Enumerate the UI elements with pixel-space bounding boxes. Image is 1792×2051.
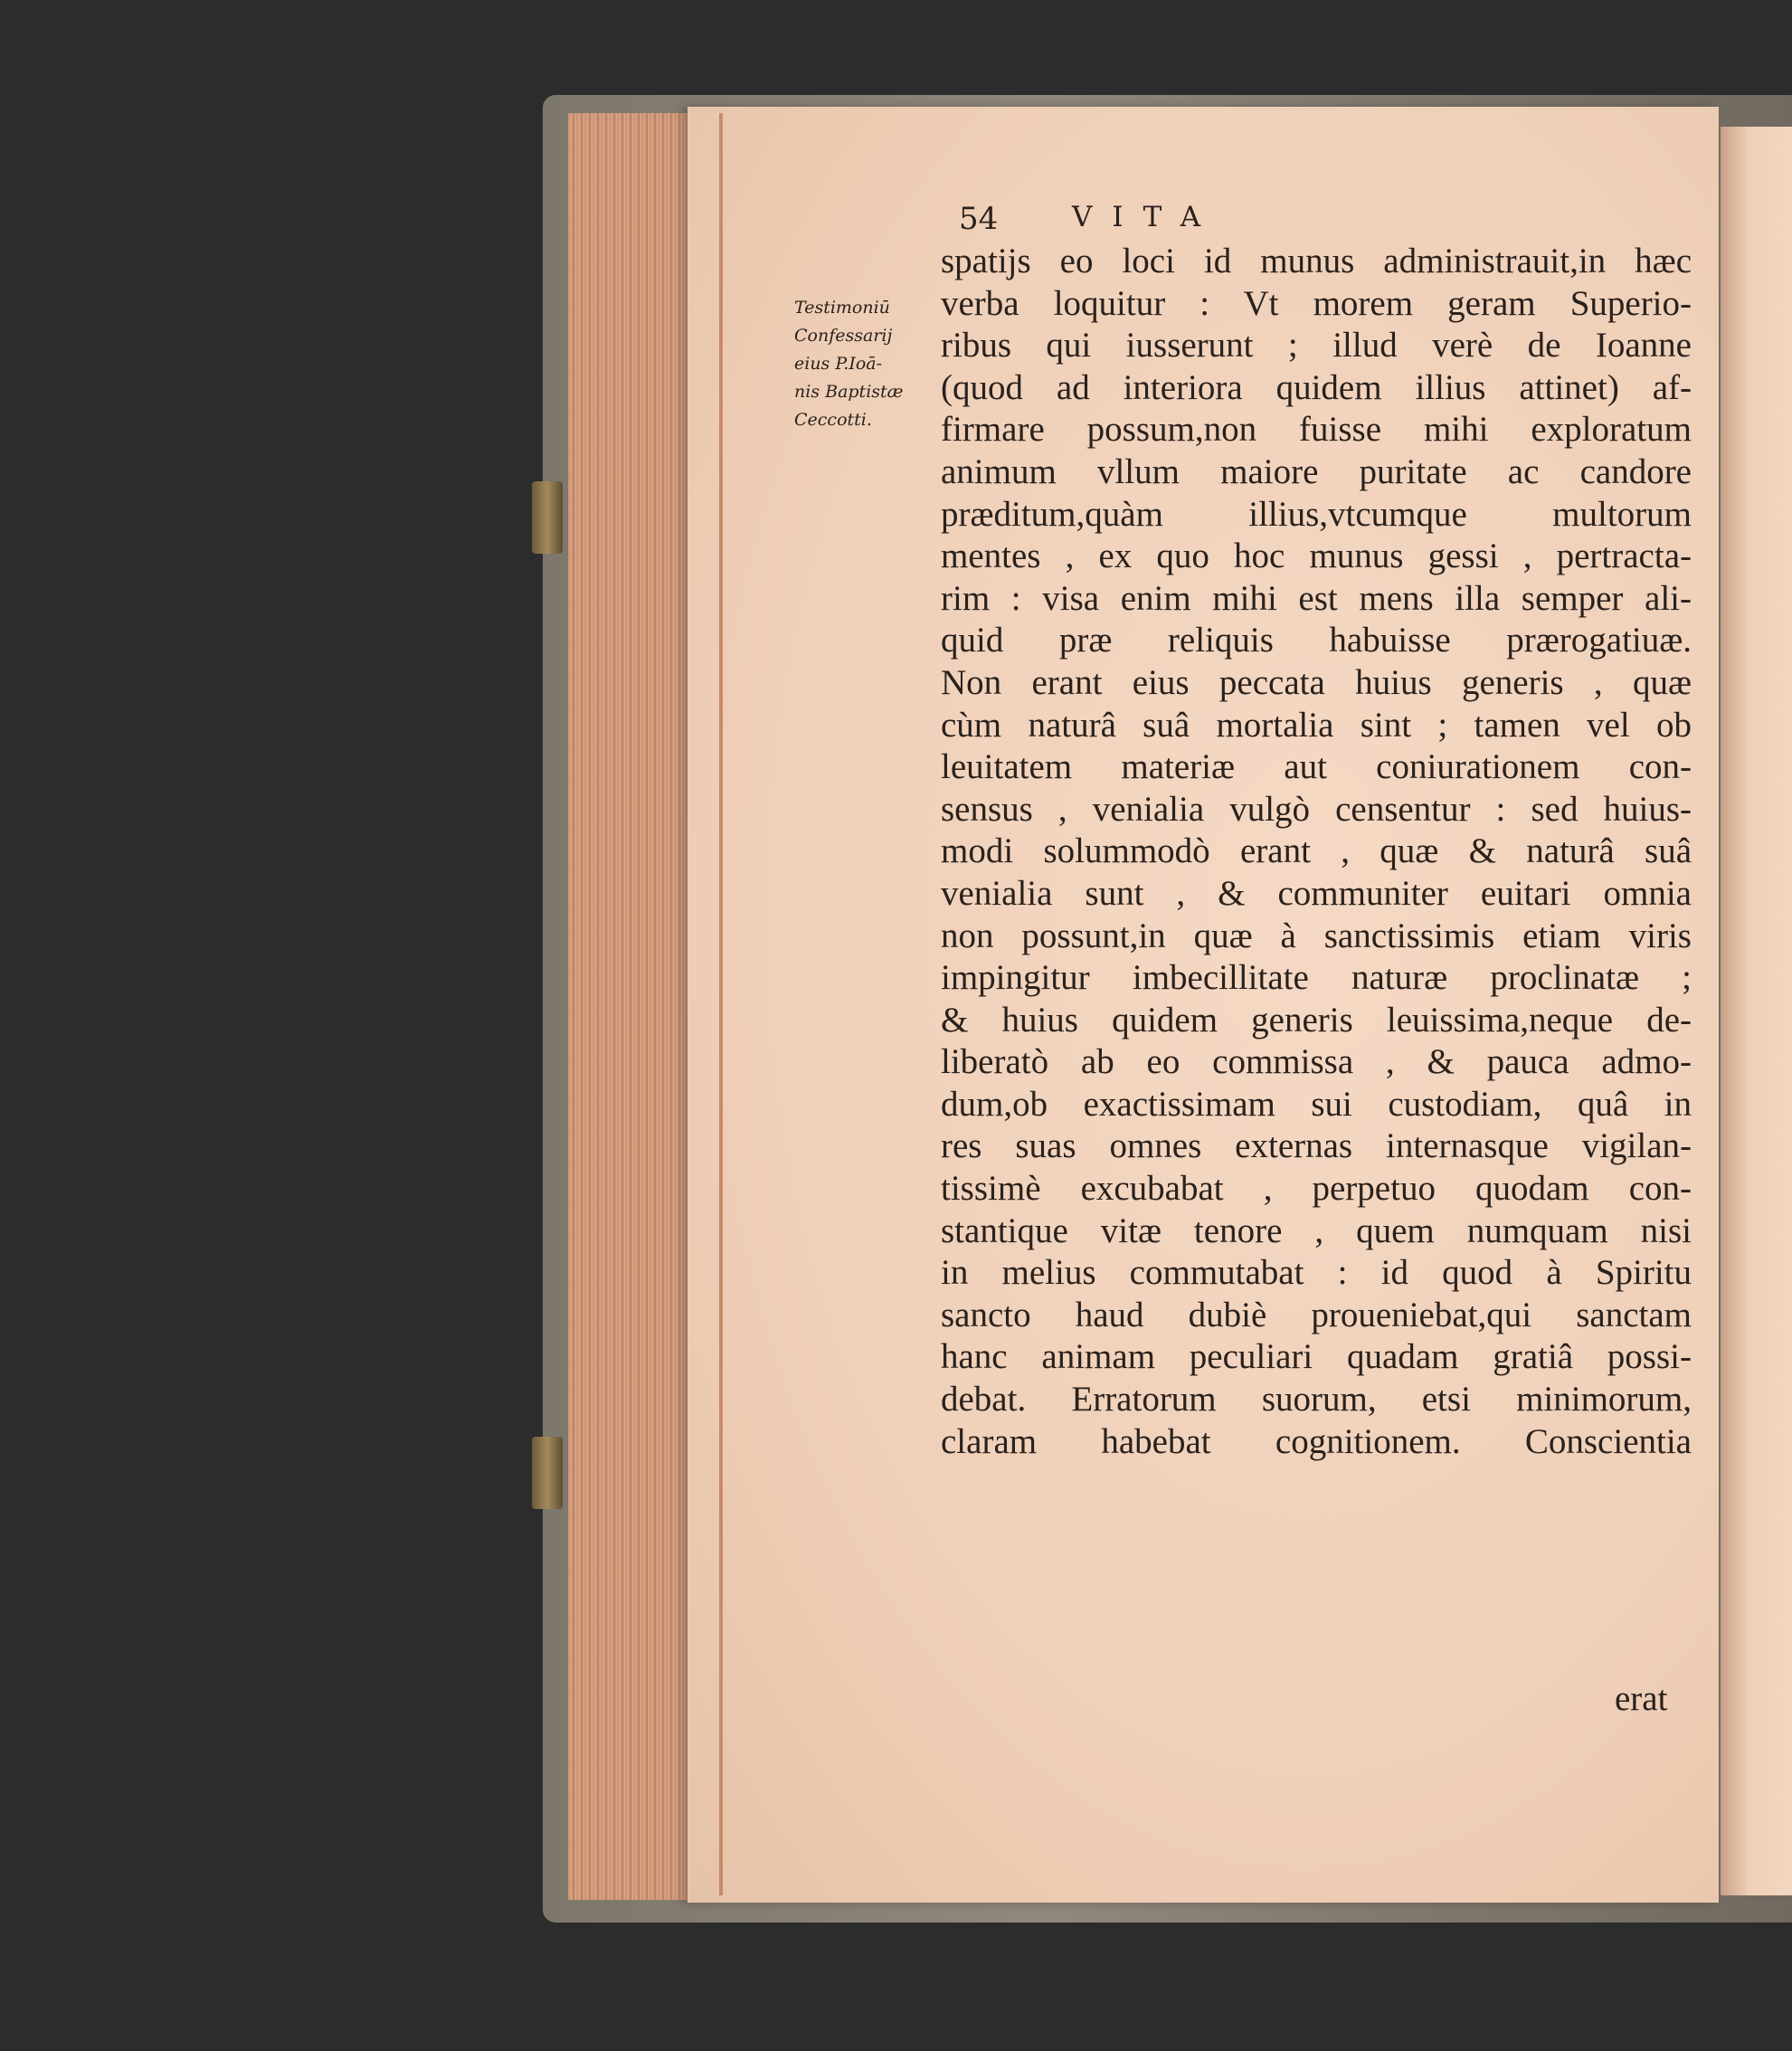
margin-note-line: Testimoniū [794,298,890,318]
text-line: hanc animam peculiari quadam gratiâ possi- [941,1337,1692,1377]
running-head: VITA [1072,201,1221,233]
text-line: animum vllum maiore puritate ac candore [941,451,1692,491]
text-line: non possunt,in quæ à sanctissimis etiam viris [941,916,1692,955]
text-line: verba loquitur : Vt morem geram Superio- [941,283,1692,323]
page-edges [568,113,704,1900]
margin-note-line: Confessarij [794,326,893,346]
facing-page-edge [1721,127,1792,1895]
margin-note-line: eius P.Ioā- [794,354,883,374]
margin-note-line: nis Baptistæ [794,382,904,402]
text-line: ribus qui iusserunt ; illud verè de Ioanne [941,326,1692,366]
page-gutter-line [719,113,723,1895]
text-line: præditum,quàm illius,vtcumque multorum [941,494,1692,534]
text-line: liberatò ab eo commissa , & pauca admo- [941,1042,1692,1082]
body-text [941,241,1692,1463]
text-line: claram habebat cognitionem. Conscientia [941,1421,1692,1461]
text-line: cùm naturâ suâ mortalia sint ; tamen vel ob [941,705,1692,745]
text-line: debat. Erratorum suorum, etsi minimorum, [941,1380,1692,1420]
text-line: sensus , venialia vulgò censentur : sed huius- [941,789,1692,829]
text-line: dum,ob exactissimam sui custodiam, quâ in [941,1084,1692,1124]
text-line: mentes , ex quo hoc munus gessi , pertracta- [941,536,1692,576]
text-line: leuitatem materiæ aut coniurationem con- [941,747,1692,787]
text-line: spatijs eo loci id munus administrauit,in hæc [941,242,1692,280]
catchword: erat [1615,1679,1668,1718]
clasp-bottom [532,1437,563,1509]
text-line: (quod ad interiora quidem illius attinet) af- [941,367,1692,407]
text-line: Non erant eius peccata huius generis , quæ [941,662,1692,702]
text-line: & huius quidem generis leuissima,neque de- [941,1000,1692,1040]
text-line: venialia sunt , & communiter euitari omnia [941,873,1692,913]
text-line: impingitur imbecillitate naturæ proclinatæ ; [941,958,1692,998]
clasp-top [532,481,563,554]
text-line: sancto haud dubiè proueniebat,qui sanctam [941,1295,1692,1334]
text-line: quid præ reliquis habuisse prærogatiuæ. [941,621,1692,660]
margin-note-line: Ceccotti. [794,410,872,430]
text-line: stantique vitæ tenore , quem numquam nisi [941,1211,1692,1250]
text-line: rim : visa enim mihi est mens illa semper ali- [941,578,1692,618]
text-line: in melius commutabat : id quod à Spiritu [941,1253,1692,1293]
text-line: modi solummodò erant , quæ & naturâ suâ [941,831,1692,871]
page-number: 54 [959,201,999,237]
text-line: tissimè excubabat , perpetuo quodam con- [941,1169,1692,1209]
text-line: firmare possum,non fuisse mihi exploratum [941,410,1692,450]
text-line: res suas omnes externas internasque vigilan- [941,1126,1692,1166]
